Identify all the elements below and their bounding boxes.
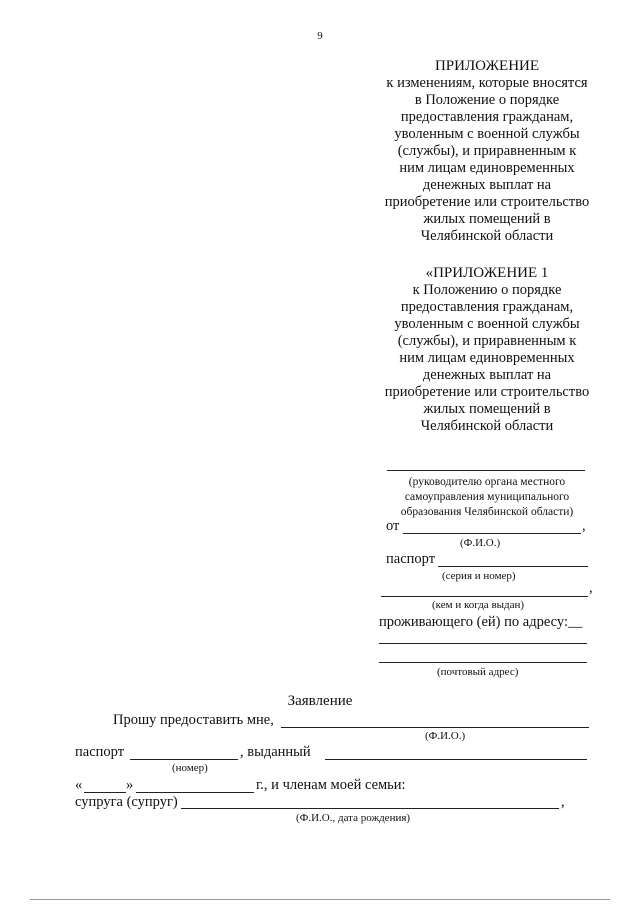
text-line: к изменениям, которые вносятся [386, 75, 588, 91]
text-line: уволенным с военной службы [394, 316, 580, 332]
text-line: ним лицам единовременных [399, 350, 575, 366]
series-hint: (серия и номер) [442, 570, 516, 582]
appendix-title: ПРИЛОЖЕНИЕ [434, 58, 540, 74]
date-month-field[interactable] [136, 792, 254, 793]
text-line: жилых помещений в [423, 211, 551, 227]
statement-issued-field[interactable] [325, 759, 587, 760]
text-line: Челябинской области [420, 418, 554, 434]
addressee-hint-line: самоуправления муниципального [404, 491, 570, 503]
text-line: жилых помещений в [423, 401, 551, 417]
spouse-field[interactable] [181, 808, 559, 809]
year-text: г., и членам моей семьи: [256, 777, 406, 793]
request-fio-field[interactable] [281, 727, 589, 728]
issued-hint: (кем и когда выдан) [432, 599, 525, 611]
number-hint: (номер) [172, 762, 208, 774]
text-line: денежных выплат на [422, 367, 552, 383]
appendix1-header [372, 265, 602, 435]
text-line: ним лицам единовременных [399, 160, 575, 176]
text-line: (службы), и приравненным к [397, 143, 577, 159]
postal-hint: (почтовый адрес) [437, 666, 519, 678]
passport-field[interactable] [438, 566, 588, 567]
page-number: 9 [317, 30, 323, 42]
text-line: уволенным с военной службы [394, 126, 580, 142]
date-day-field[interactable] [84, 792, 126, 793]
text-line: Челябинской области [420, 228, 554, 244]
appendix-header [372, 58, 602, 245]
page-bottom-divider [30, 899, 610, 900]
appendix1-text [372, 282, 602, 435]
text-line: предоставления гражданам, [400, 109, 574, 125]
from-label: от [386, 518, 400, 534]
text-line: денежных выплат на [422, 177, 552, 193]
fio-hint: (Ф.И.О.) [460, 537, 501, 549]
residing-label: проживающего (ей) по адресу:__ [379, 614, 583, 630]
statement-title: Заявление [287, 693, 353, 709]
date-open: « [75, 777, 83, 793]
address-field[interactable] [379, 643, 587, 644]
text-line: предоставления гражданам, [400, 299, 574, 315]
addressee-hint [372, 475, 602, 520]
text-line: (службы), и приравненным к [397, 333, 577, 349]
issued-field[interactable] [381, 596, 588, 597]
statement-passport-field[interactable] [130, 759, 238, 760]
text-line: к Положению о порядке [412, 282, 562, 298]
statement-passport-label: паспорт [75, 744, 125, 760]
appendix-text [372, 75, 602, 245]
addressee-hint-line: образования Челябинской области) [400, 506, 574, 518]
appendix1-title: «ПРИЛОЖЕНИЕ 1 [425, 265, 549, 281]
text-line: в Положение о порядке [414, 92, 560, 108]
from-field[interactable] [403, 533, 581, 534]
text-line: приобретение или строительство [384, 194, 590, 210]
spouse-trail: , [561, 794, 565, 810]
addressee-hint-line: (руководителю органа местного [408, 476, 566, 488]
passport-label: паспорт [386, 551, 436, 567]
request-fio-hint: (Ф.И.О.) [425, 730, 466, 742]
date-mid: » [126, 777, 134, 793]
issued-label: , выданный [240, 744, 311, 760]
request-text: Прошу предоставить мне, [113, 712, 274, 728]
addressee-line[interactable] [387, 470, 585, 471]
issued-trail: , [589, 580, 593, 596]
from-trail: , [582, 518, 586, 534]
spouse-label: супруга (супруг) [75, 794, 178, 810]
text-line: приобретение или строительство [384, 384, 590, 400]
spouse-hint: (Ф.И.О., дата рождения) [296, 812, 411, 824]
address-field[interactable] [379, 662, 587, 663]
